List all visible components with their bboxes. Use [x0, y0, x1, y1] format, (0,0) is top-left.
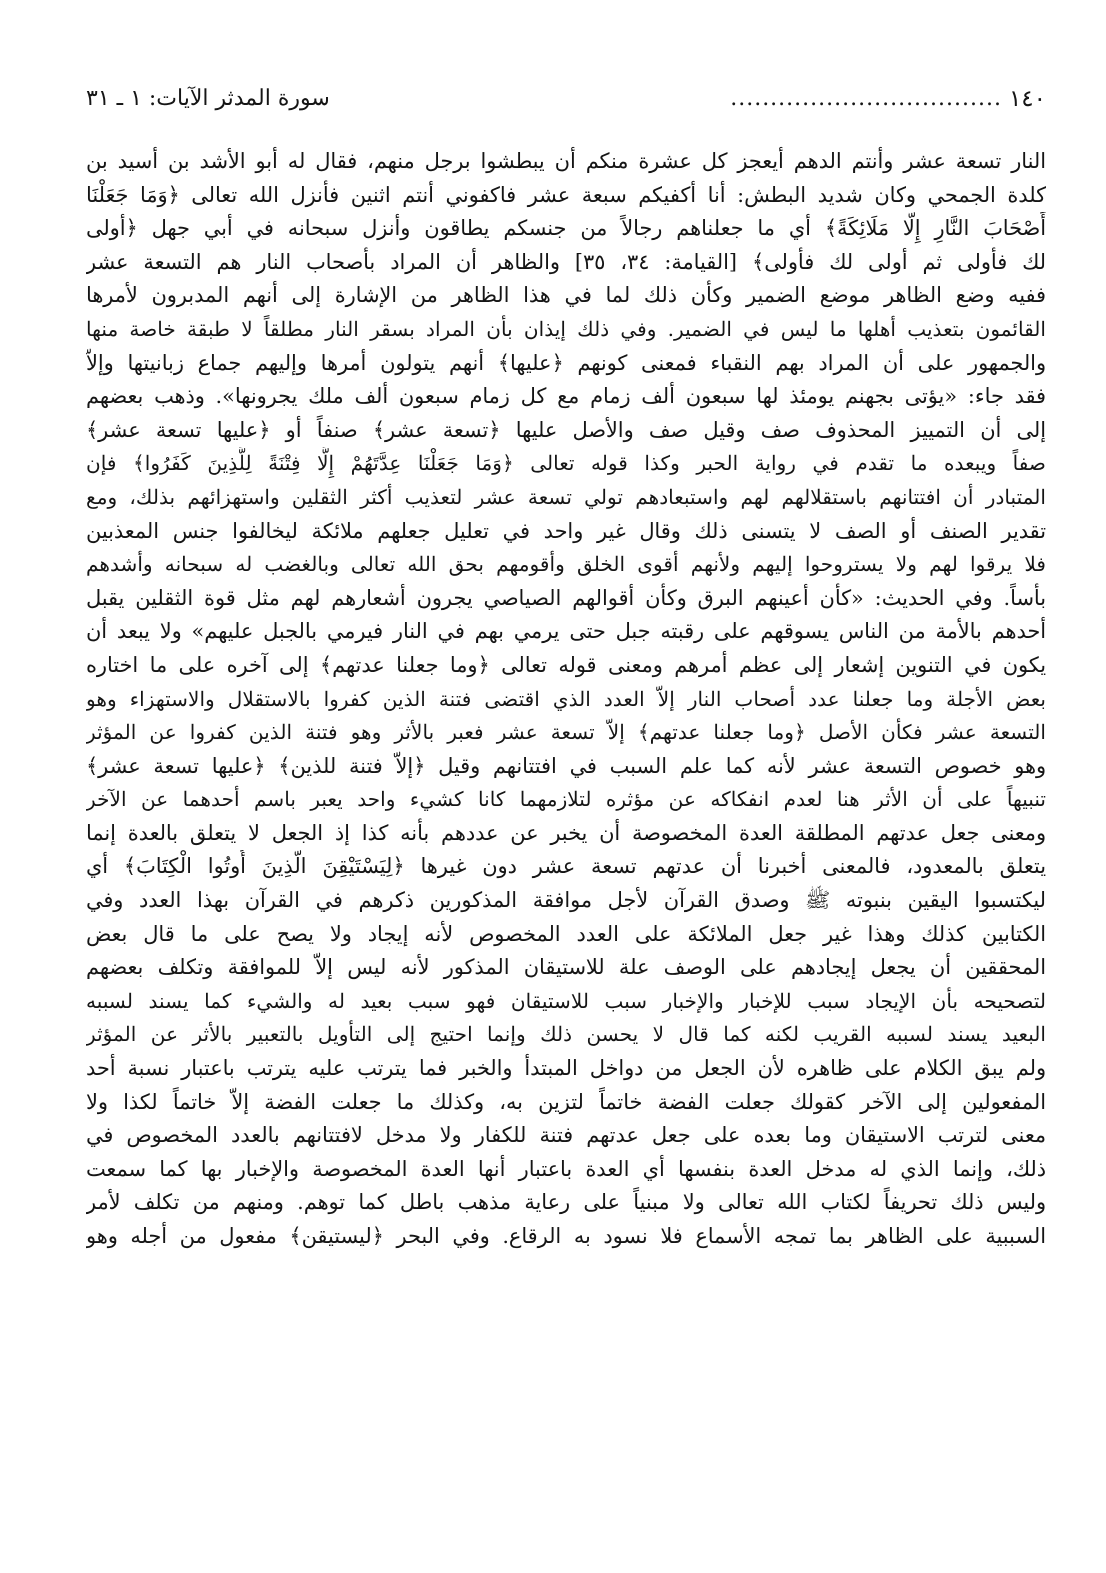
- text-line-21: ومعنى جعل عدتهم المطلقة العدة المخصوصة أن يخبر عن عددهم بأنه كذا إذ الجعل لا يتعلق بالعدة إنما: [86, 820, 1046, 845]
- text-line-1: النار تسعة عشر وأنتم الدهم أيعجز كل عشرة منكم أن يبطشوا برجل منهم، فقال له أبو الأشد بن أسيد بن: [86, 149, 1046, 173]
- text-line-2: كلدة الجمحي وكان شديد البطش: أنا أكفيكم سبعة عشر فاكفوني أنتم اثنين فأنزل الله تعالى ﴿وَمَا جَعَلْنَا: [86, 182, 1046, 207]
- text-line-8: فقد جاء: «يؤتى بجهنم يومئذ لها سبعون ألف زمام مع كل زمام سبعون ألف ملك يجرونها». وذهب بعضهم: [86, 384, 1046, 409]
- text-line-33: السببية على الظاهر بما تمجه الأسماع فلا نسود به الرقاع. وفي البحر ﴿ليستيقن﴾ مفعول من أجله وهو: [86, 1224, 1046, 1248]
- tafsir-body-text: [86, 145, 1046, 1254]
- page-header: [86, 82, 1046, 116]
- text-line-6: القائمون بتعذيب أهلها ما ليس في الضمير. وفي ذلك إيذان بأن المراد بسقر النار مطلقاً لا طبقة خاصة منها: [86, 316, 1046, 341]
- text-line-29: المفعولين إلى الآخر كقولك جعلت الفضة خاتماً لتزين به، وكذلك ما جعلت الفضة إلاّ خاتماً لكذا ولا: [86, 1089, 1046, 1114]
- text-line-3: أَصْحَابَ النَّارِ إِلَّا مَلَائِكَةً﴾ أي ما جعلناهم رجالاً من جنسكم يطاقون وأنزل سبحانه في أبي جهل ﴿أولى: [86, 216, 1046, 241]
- text-line-11: المتبادر أن افتتانهم باستقلالهم لهم واستبعادهم تولي تسعة عشر لتعذيب أكثر الثقلين واستهزائهم بذلك، ومع: [86, 484, 1046, 509]
- text-line-22: يتعلق بالمعدود، فالمعنى أخبرنا أن عدتهم تسعة عشر دون غيرها ﴿لِيَسْتَيْقِنَ الَّذِينَ أُوتُوا الْكِتَابَ﴾ أي: [86, 854, 1046, 879]
- running-title: سورة المدثر الآيات: ١ ـ ٣١: [86, 86, 330, 111]
- text-line-18: التسعة عشر فكأن الأصل ﴿وما جعلنا عدتهم﴾ إلاّ تسعة عشر فعبر بالأثر وهو فتنة الذين كفروا عن المؤثر: [86, 720, 1046, 745]
- text-line-5: ففيه وضع الظاهر موضع الضمير وكأن ذلك لما في هذا الظاهر من الإشارة إلى أنهم المدبرون لأمرها: [86, 283, 1046, 308]
- text-line-20: تنبيهاً على أن الأثر هنا لعدم انفكاكه عن مؤثره لتلازمهما كانا كشيء واحد يعبر باسم أحدهما عن الآخر: [86, 787, 1046, 812]
- text-line-31: ذلك، وإنما الذي له مدخل العدة بنفسها أي العدة باعتبار أنها العدة المخصوصة والإخبار بها كما سمعت: [86, 1156, 1046, 1181]
- text-line-12: تقدير الصنف أو الصف لا يتسنى ذلك وقال غير واحد في تعليل جعلهم ملائكة ليخالفوا جنس المعذبين: [86, 518, 1046, 543]
- text-line-30: معنى لترتب الاستيقان وما بعده على جعل عدتهم فتنة للكفار ولا مدخل لافتتانهم بالعدد المخصوص في: [86, 1123, 1046, 1148]
- text-line-4: لك فأولى ثم أولى لك فأولى﴾ [القيامة: ٣٤، ٣٥] والظاهر أن المراد بأصحاب النار هم التسعة عشر: [86, 249, 1046, 274]
- text-line-10: صفاً ويبعده ما تقدم في رواية الحبر وكذا قوله تعالى ﴿وَمَا جَعَلْنَا عِدَّتَهُمْ إِلَّا فِتْنَةً لِلَّذِينَ كَفَرُوا﴾ فإن: [86, 451, 1046, 476]
- text-line-7: والجمهور على أن المراد بهم النقباء فمعنى كونهم ﴿عليها﴾ أنهم يتولون أمرها وإليهم جماع زبانيتها وإلاّ: [86, 350, 1046, 375]
- header-leader-dots: ..................................: [730, 86, 1002, 111]
- text-line-23: ليكتسبوا اليقين بنبوته ﷺ وصدق القرآن لأجل موافقة المذكورين ذكرهم في القرآن بهذا العدد وفي: [86, 888, 1046, 913]
- text-line-28: ولم يبق الكلام على ظاهره لأن الجعل من دواخل المبتدأ والخبر فما يترتب عليه يترتب باعتبار نسبة أحد: [86, 1056, 1046, 1081]
- text-line-15: أحدهم بالأمة من الناس يسوقهم على رقبته جبل حتى يرمي بهم في النار فيرمي بالجبل عليهم» ولا يبعد أن: [86, 619, 1046, 644]
- text-line-32: وليس ذلك تحريفاً لكتاب الله تعالى ولا مبنياً على رعاية مذهب باطل كما توهم. ومنهم من تكلف لأمر: [86, 1190, 1046, 1215]
- text-line-17: بعض الأجلة وما جعلنا عدد أصحاب النار إلاّ العدد الذي اقتضى فتنة الذين كفروا بالاستقلال والاستهزاء وهو: [86, 686, 1046, 711]
- text-line-19: وهو خصوص التسعة عشر لأنه كما علم السبب في افتتانهم وقيل ﴿إلاّ فتنة للذين﴾ ﴿عليها تسعة عشر﴾: [86, 753, 1046, 778]
- text-line-25: المحققين أن يجعل إيجادهم على الوصف علة للاستيقان المذكور لأنه ليس إلاّ للموافقة وتكلف بعضهم: [86, 955, 1046, 980]
- page-number: ١٤٠: [1008, 86, 1046, 112]
- text-line-24: الكتابين كذلك وهذا غير جعل الملائكة على العدد المخصوص لأنه إيجاد ولا يصح على ما قال بعض: [86, 921, 1046, 946]
- text-line-27: البعيد يسند لسببه القريب لكنه كما قال لا يحسن ذلك وإنما احتيج إلى التأويل بالتعبير بالأثر عن المؤثر: [86, 1022, 1046, 1047]
- text-line-13: فلا يرقوا لهم ولا يستروحوا إليهم ولأنهم أقوى الخلق وأقومهم بحق الله تعالى وبالغضب له سبحانه وأشدهم: [86, 552, 1046, 577]
- text-line-9: إلى أن التمييز المحذوف صف وقيل صف والأصل عليها ﴿تسعة عشر﴾ صنفاً أو ﴿عليها تسعة عشر﴾: [86, 417, 1046, 442]
- text-line-26: لتصحيحه بأن الإيجاد سبب للإخبار والإخبار سبب للاستيقان فهو سبب بعيد له والشيء كما يسند لسببه: [86, 988, 1046, 1013]
- text-line-16: يكون في التنوين إشعار إلى عظم أمرهم ومعنى قوله تعالى ﴿وما جعلنا عدتهم﴾ إلى آخره على ما اختاره: [86, 652, 1046, 677]
- text-line-14: بأساً. وفي الحديث: «كأن أعينهم البرق وكأن أقوالهم الصياصي يجرون أشعارهم لهم مثل قوة الثقلين يقبل: [86, 585, 1046, 610]
